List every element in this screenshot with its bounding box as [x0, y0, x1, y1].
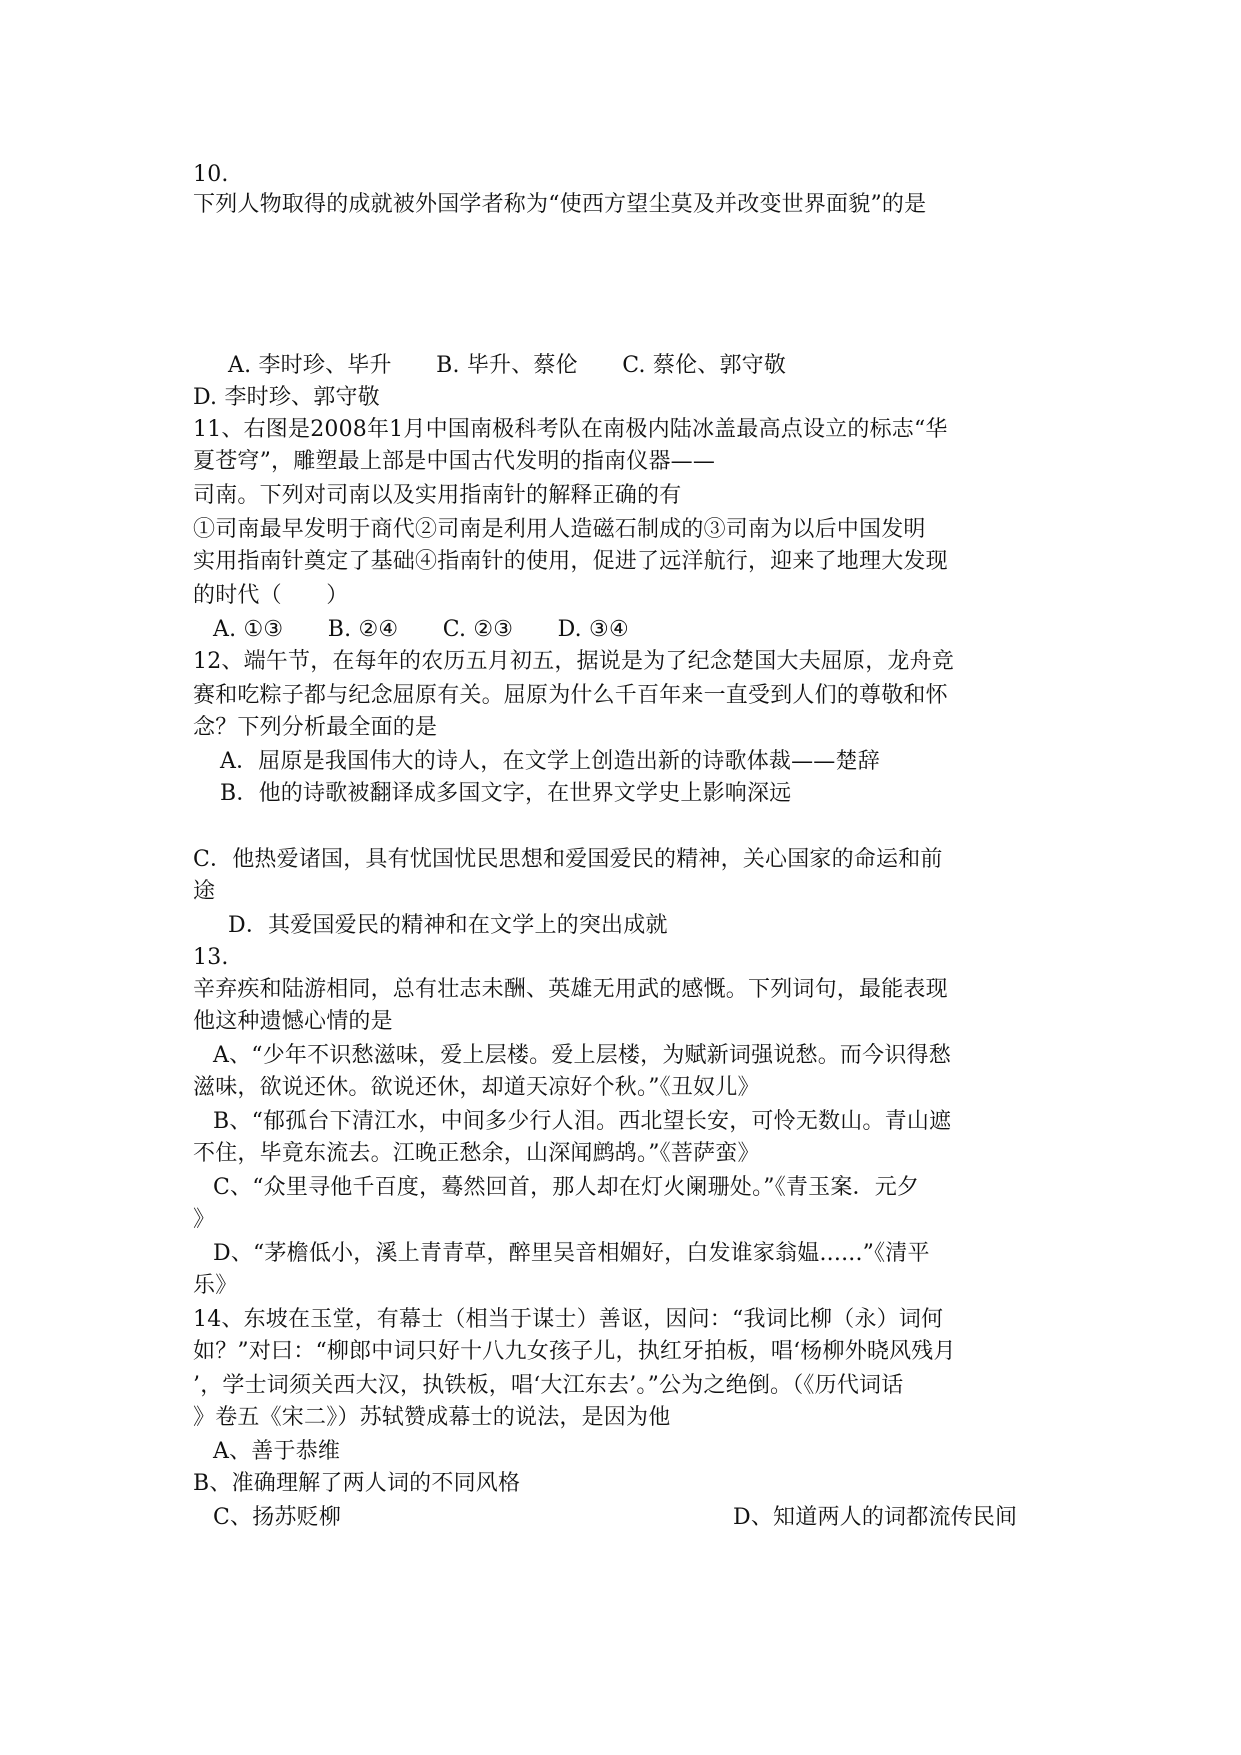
q11-line2: 夏苍穹”，雕塑最上部是中国古代发明的指南仪器——: [193, 449, 716, 474]
q11-line3: 司南。下列对司南以及实用指南针的解释正确的有: [193, 483, 682, 508]
q12-line2: 赛和吃粽子都与纪念屈原有关。屈原为什么千百年来一直受到人们的尊敬和怀: [193, 683, 948, 708]
q13-number: 13.: [193, 945, 229, 970]
q10-options-line1: A. 李时珍、毕升 B. 毕升、蔡伦 C. 蔡伦、郭守敬: [228, 353, 787, 378]
q13-line1: 辛弃疾和陆游相同，总有壮志未酬、英雄无用武的感慨。下列词句，最能表现: [193, 977, 948, 1002]
q13-option-b-line1: B、“郁孤台下清江水，中间多少行人泪。西北望长安，可怜无数山。青山遮: [213, 1109, 952, 1134]
q14-option-b: B、准确理解了两人词的不同风格: [193, 1471, 521, 1496]
q10-options-line2: D. 李时珍、郭守敬: [193, 385, 380, 410]
q11-options: A. ①③ B. ②④ C. ②③ D. ③④: [213, 617, 629, 642]
q14-line1: 14、东坡在玉堂，有幕士（相当于谋士）善讴，因问：“我词比柳（永）词何: [193, 1307, 944, 1332]
q13-option-d-line2: 乐》: [193, 1273, 238, 1298]
q11-line1: 11、右图是2008年1月中国南极科考队在南极内陆冰盖最高点设立的标志“华: [193, 417, 948, 442]
q10-number: 10.: [193, 162, 229, 187]
q13-option-c-line2: 》: [193, 1207, 216, 1232]
q11-line5: 实用指南针奠定了基础④指南针的使用，促进了远洋航行，迎来了地理大发现: [193, 549, 948, 574]
q13-option-a-line1: A、“少年不识愁滋味，爱上层楼。爱上层楼，为赋新词强说愁。而今识得愁: [213, 1043, 951, 1068]
q11-line4: ①司南最早发明于商代②司南是利用人造磁石制成的③司南为以后中国发明: [193, 517, 926, 542]
q12-option-c-line1: C．他热爱诸国，具有忧国忧民思想和爱国爱民的精神，关心国家的命运和前: [193, 847, 943, 872]
q12-line1: 12、端午节，在每年的农历五月初五，据说是为了纪念楚国大夫屈原，龙舟竞: [193, 649, 954, 674]
q12-line3: 念？下列分析最全面的是: [193, 715, 438, 740]
q13-option-a-line2: 滋味，欲说还休。欲说还休，却道天凉好个秋。”《丑奴儿》: [193, 1075, 760, 1100]
q13-option-d-line1: D、“茅檐低小，溪上青青草，醉里吴音相媚好，白发谁家翁媪......”《清平: [213, 1241, 930, 1266]
q14-line3: ’，学士词须关西大汉，执铁板，唱‘大江东去’。”公为之绝倒。（《历代词话: [193, 1373, 904, 1398]
q10-stem: 下列人物取得的成就被外国学者称为“使西方望尘莫及并改变世界面貌”的是: [193, 192, 927, 217]
q14-option-d: D、知道两人的词都流传民间: [733, 1505, 1018, 1530]
q12-option-c-line2: 途: [193, 879, 216, 904]
q14-option-a: A、善于恭维: [213, 1439, 341, 1464]
q12-option-d: D．其爱国爱民的精神和在文学上的突出成就: [228, 913, 668, 938]
q13-line2: 他这种遗憾心情的是: [193, 1009, 393, 1034]
q13-option-c-line1: C、“众里寻他千百度，蓦然回首，那人却在灯火阑珊处。”《青玉案．元夕: [213, 1175, 920, 1200]
q14-line2: 如？”对曰：“柳郎中词只好十八九女孩子儿，执红牙拍板，唱‘杨柳外晓风残月: [193, 1339, 956, 1364]
q12-option-b: B．他的诗歌被翻译成多国文字，在世界文学史上影响深远: [220, 781, 792, 806]
q14-line4: 》卷五《宋二》）苏轼赞成幕士的说法，是因为他: [193, 1405, 671, 1430]
q14-option-c: C、扬苏贬柳: [213, 1505, 342, 1530]
q11-line6: 的时代（ ）: [193, 583, 349, 608]
q12-option-a: A．屈原是我国伟大的诗人，在文学上创造出新的诗歌体裁——楚辞: [220, 749, 880, 774]
q13-option-b-line2: 不住，毕竟东流去。江晚正愁余，山深闻鹧鸪。”《菩萨蛮》: [193, 1141, 760, 1166]
